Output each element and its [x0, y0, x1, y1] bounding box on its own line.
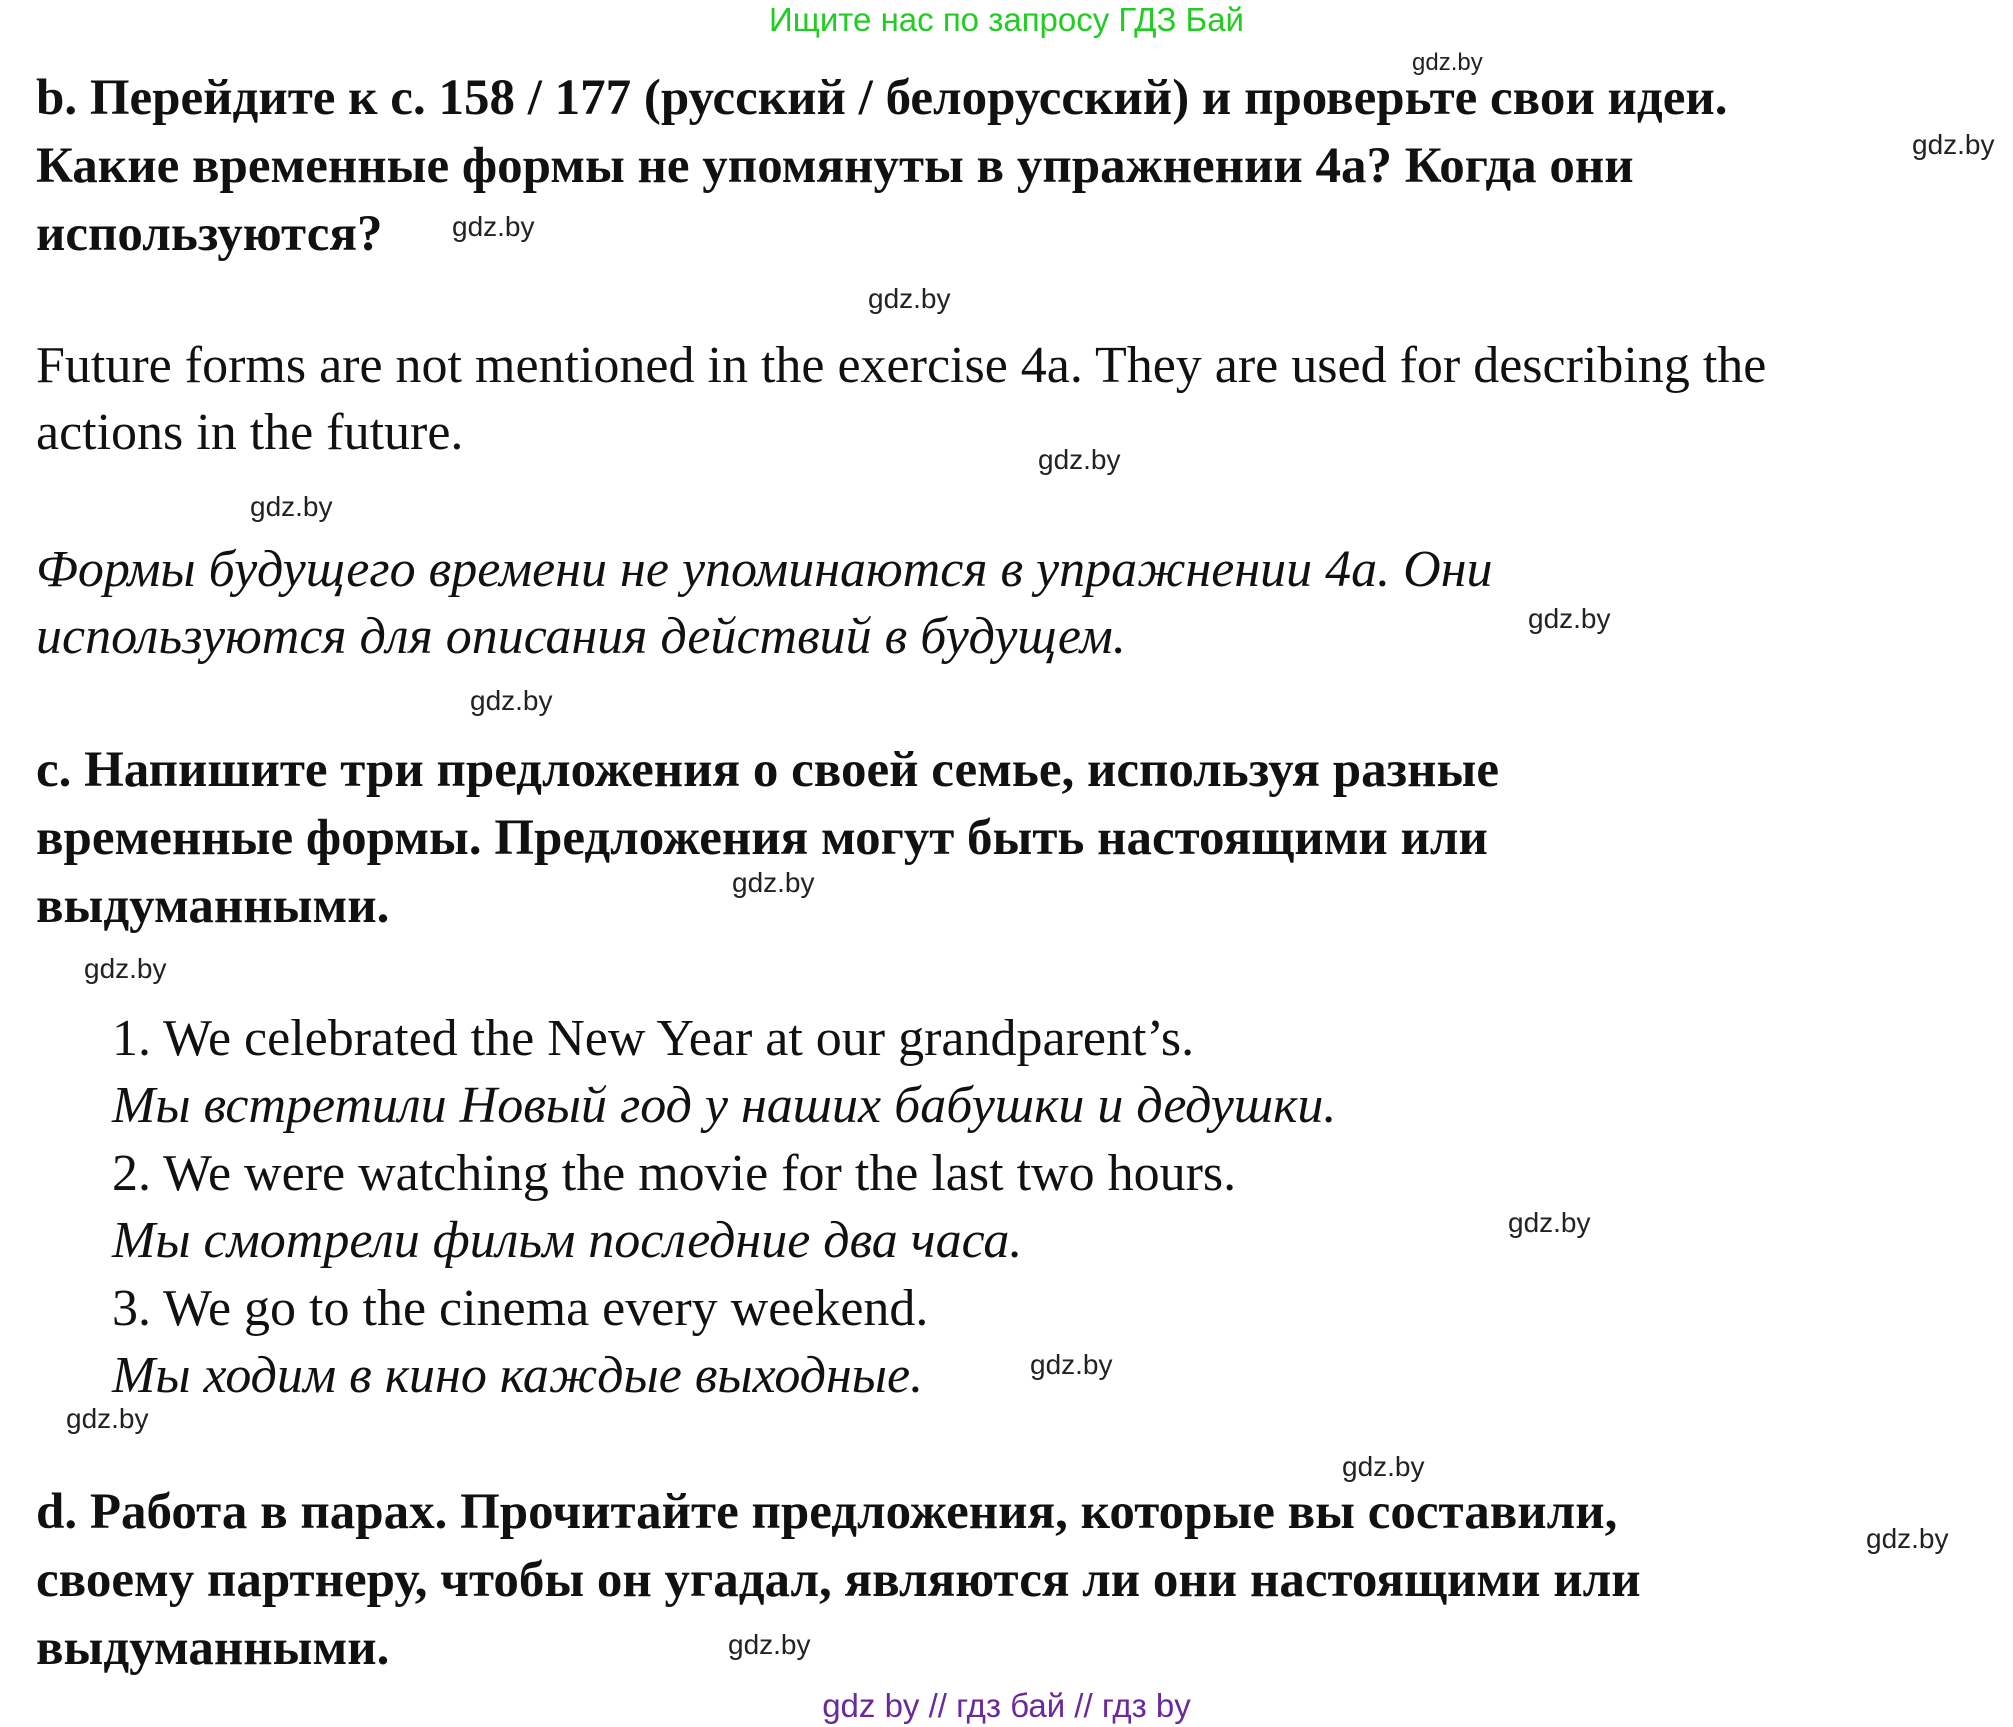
- answer-b-russian-line: используются для описания действий в будущем.: [36, 608, 1126, 665]
- banner-text[interactable]: Ищите нас по запросу ГДЗ Бай: [769, 1, 1244, 38]
- watermark: gdz.by: [868, 283, 951, 314]
- task-d: [36, 1478, 1641, 1682]
- answer-b-english-line: actions in the future.: [36, 404, 464, 461]
- task-d-line: выдуманными.: [36, 1620, 390, 1676]
- sentence-en: 2. We were watching the movie for the last two hours.: [112, 1145, 1237, 1202]
- task-c-line: c. Напишите три предложения о своей семье, используя разные: [36, 742, 1499, 798]
- watermark: gdz.by: [1912, 129, 1995, 160]
- watermark: gdz.by: [1038, 444, 1121, 475]
- task-b-line: b. Перейдите к с. 158 / 177 (русский / белорусский) и проверьте свои идеи.: [36, 70, 1728, 126]
- watermark: gdz.by: [732, 867, 815, 898]
- watermark: gdz.by: [1508, 1207, 1591, 1238]
- task-d-line: своему партнеру, чтобы он угадал, являются ли они настоящими или: [36, 1552, 1641, 1608]
- footer-links[interactable]: gdz by // гдз бай // гдз by: [822, 1687, 1191, 1724]
- watermark: gdz.by: [452, 211, 535, 242]
- answer-b-russian-line: Формы будущего времени не упоминаются в упражнении 4а. Они: [36, 541, 1493, 598]
- task-b: [36, 64, 1727, 268]
- watermark: gdz.by: [84, 953, 167, 984]
- task-c-line: выдуманными.: [36, 878, 390, 934]
- sentence-en: 3. We go to the cinema every weekend.: [112, 1280, 929, 1337]
- task-c: [36, 736, 1499, 940]
- watermark: gdz.by: [1866, 1523, 1949, 1554]
- watermark: gdz.by: [66, 1403, 149, 1434]
- watermark: gdz.by: [1342, 1451, 1425, 1482]
- sentence-en: 1. We celebrated the New Year at our grandparent’s.: [112, 1010, 1195, 1067]
- watermark: gdz.by: [1528, 603, 1611, 634]
- task-b-line: используются?: [36, 206, 383, 262]
- watermark: gdz.by: [470, 685, 553, 716]
- sentence-ru: Мы встретили Новый год у наших бабушки и дедушки.: [112, 1077, 1337, 1134]
- watermark: gdz.by: [728, 1629, 811, 1660]
- task-d-line: d. Работа в парах. Прочитайте предложения, которые вы составили,: [36, 1484, 1618, 1540]
- answer-b-english: [36, 332, 1766, 466]
- task-c-line: временные формы. Предложения могут быть настоящими или: [36, 810, 1488, 866]
- watermark: gdz.by: [1412, 49, 1483, 76]
- sentence-ru: Мы ходим в кино каждые выходные.: [112, 1347, 924, 1404]
- watermark: gdz.by: [1030, 1349, 1113, 1380]
- watermark: gdz.by: [250, 491, 333, 522]
- answer-b-russian: [36, 536, 1493, 670]
- answer-b-english-line: Future forms are not mentioned in the exercise 4a. They are used for describing the: [36, 337, 1767, 394]
- sentence-ru: Мы смотрели фильм последние два часа.: [112, 1212, 1023, 1269]
- task-b-line: Какие временные формы не упомянуты в упражнении 4а? Когда они: [36, 138, 1634, 194]
